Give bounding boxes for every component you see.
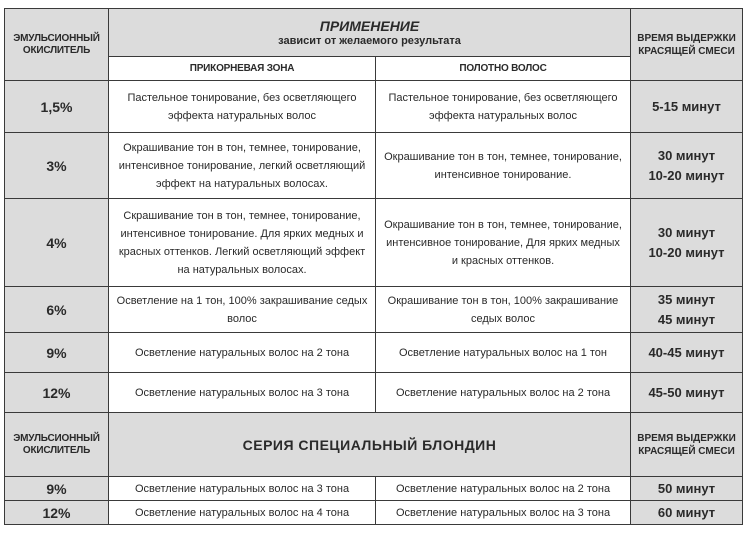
concentration-cell: 9% (5, 477, 109, 501)
header-time: ВРЕМЯ ВЫДЕРЖКИ КРАСЯЩЕЙ СМЕСИ (631, 9, 743, 81)
length-cell: Пастельное тонирование, без осветляющего эффекта натуральных волос (376, 81, 631, 133)
concentration-cell: 9% (5, 333, 109, 373)
time-value: 60 минут (631, 501, 743, 525)
concentration-cell: 12% (5, 373, 109, 413)
root-zone-cell: Пастельное тонирование, без осветляющего эффекта натуральных волос (109, 81, 376, 133)
time-cell (631, 199, 743, 287)
header-application (109, 9, 631, 57)
time-value: 45 минут (657, 311, 716, 327)
concentration-cell: 3% (5, 133, 109, 199)
header-length: ПОЛОТНО ВОЛОС (376, 57, 631, 81)
table-row (5, 81, 743, 133)
time-cell (631, 81, 743, 133)
time-cell (631, 373, 743, 413)
root-zone-cell: Осветление натуральных волос на 3 тона (109, 477, 376, 501)
time-value: 30 минут (657, 147, 716, 163)
root-zone-cell: Осветление на 1 тон, 100% закрашивание седых волос (109, 287, 376, 333)
root-zone-cell: Осветление натуральных волос на 3 тона (109, 373, 376, 413)
series-header-oxidant: ЭМУЛЬСИОННЫЙ ОКИСЛИТЕЛЬ (5, 413, 109, 477)
length-cell: Окрашивание тон в тон, темнее, тонирование, интенсивное тонирование, Для ярких медных и красных оттенков. (376, 199, 631, 287)
root-zone-cell: Осветление натуральных волос на 4 тона (109, 501, 376, 525)
time-value: 50 минут (631, 477, 743, 501)
table-row (5, 373, 743, 413)
time-value: 40-45 минут (648, 344, 725, 360)
concentration-cell: 4% (5, 199, 109, 287)
concentration-cell: 1,5% (5, 81, 109, 133)
table-row (5, 477, 743, 501)
root-zone-cell: Осветление натуральных волос на 2 тона (109, 333, 376, 373)
length-cell: Окрашивание тон в тон, 100% закрашивание седых волос (376, 287, 631, 333)
time-value: 30 минут (657, 224, 716, 240)
oxidant-usage-table (4, 8, 743, 525)
series-header-time: ВРЕМЯ ВЫДЕРЖКИ КРАСЯЩЕЙ СМЕСИ (631, 413, 743, 477)
time-value: 35 минут (657, 291, 716, 307)
root-zone-cell: Скрашивание тон в тон, темнее, тонирование, интенсивное тонирование. Для ярких медных и красных оттенков. Легкий осветляющий эффект на натуральных волосах. (109, 199, 376, 287)
table-row (5, 199, 743, 287)
length-cell: Осветление натуральных волос на 3 тона (376, 501, 631, 525)
time-value: 5-15 минут (652, 98, 721, 114)
table-row (5, 501, 743, 525)
concentration-cell: 6% (5, 287, 109, 333)
series-title: СЕРИЯ СПЕЦИАЛЬНЫЙ БЛОНДИН (109, 413, 631, 477)
time-cell (631, 287, 743, 333)
length-cell: Осветление натуральных волос на 2 тона (376, 477, 631, 501)
time-value: 10-20 минут (648, 244, 725, 260)
length-cell: Осветление натуральных волос на 1 тон (376, 333, 631, 373)
time-value: 10-20 минут (648, 167, 725, 183)
table-row (5, 333, 743, 373)
time-cell (631, 333, 743, 373)
length-cell: Окрашивание тон в тон, темнее, тонирование, интенсивное тонирование. (376, 133, 631, 199)
header-root-zone: ПРИКОРНЕВАЯ ЗОНА (109, 57, 376, 81)
header-application-title: ПРИМЕНЕНИЕ (319, 17, 420, 34)
length-cell: Осветление натуральных волос на 2 тона (376, 373, 631, 413)
root-zone-cell: Окрашивание тон в тон, темнее, тонирование, интенсивное тонирование, легкий осветляющий эффект на натуральных волосах. (109, 133, 376, 199)
header-oxidant: ЭМУЛЬСИОННЫЙ ОКИСЛИТЕЛЬ (5, 9, 109, 81)
time-value: 45-50 минут (648, 384, 725, 400)
concentration-cell: 12% (5, 501, 109, 525)
series-header-row (5, 413, 743, 477)
header-application-subtitle: зависит от желаемого результата (278, 34, 461, 47)
table-row (5, 287, 743, 333)
time-cell (631, 133, 743, 199)
table-row (5, 133, 743, 199)
